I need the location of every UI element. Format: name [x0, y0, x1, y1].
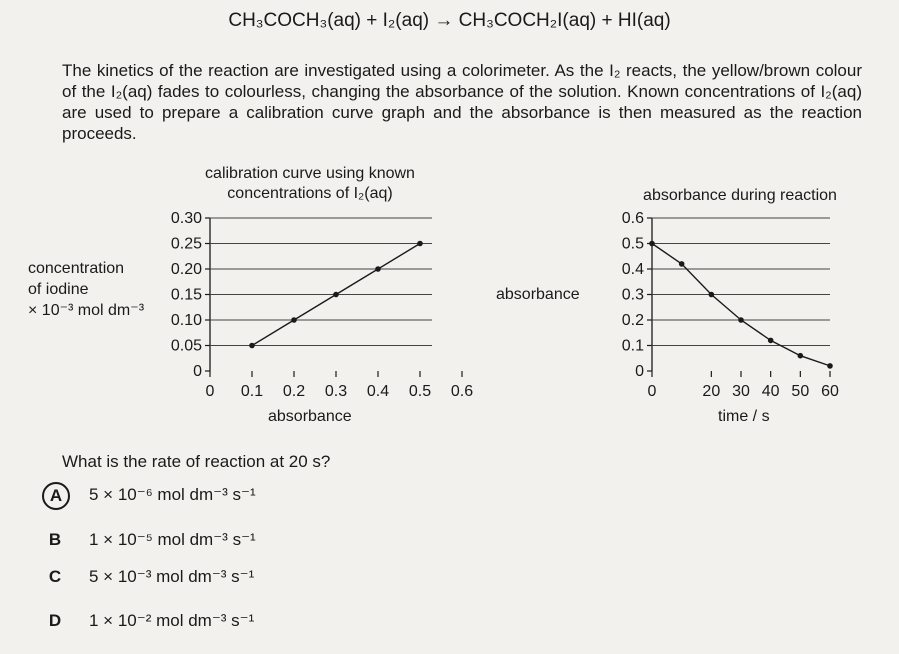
ylabel-line3: × 10⁻³ mol dm⁻³: [28, 302, 145, 319]
chart2-x-tick-label: 50: [791, 383, 810, 400]
chart2-data-point: [738, 317, 744, 323]
calibration-chart-title: [150, 164, 470, 204]
chart2-data-point: [649, 241, 655, 247]
chart1-x-tick-label: 0.3: [324, 383, 348, 400]
chart2-y-tick-label: 0.3: [621, 286, 644, 304]
chart1-y-tick-label: 0.25: [170, 235, 202, 253]
ylabel-line2: of iodine: [28, 281, 89, 298]
chart1-data-point: [249, 343, 255, 349]
chart2-y-tick-label: 0.4: [621, 261, 644, 278]
chart1-y-tick-label: 0.15: [170, 286, 202, 304]
option-a-text: 5 × 10⁻⁶ mol dm⁻³ s⁻¹: [89, 485, 256, 504]
chart1-x-tick-label: 0.6: [450, 383, 474, 400]
chart1-x-tick-label: 0.4: [366, 383, 390, 400]
option-d-letter: D: [48, 611, 62, 630]
absorbance-x-axis-label: time / s: [718, 408, 770, 425]
calibration-title-line2: concentrations of I₂(aq): [227, 185, 393, 202]
option-d-text: 1 × 10⁻² mol dm⁻³ s⁻¹: [89, 611, 255, 630]
option-c-text: 5 × 10⁻³ mol dm⁻³ s⁻¹: [89, 567, 255, 586]
option-b-letter: B: [48, 530, 62, 549]
chart1-x-tick-label: 0.2: [282, 383, 306, 400]
chart1-y-tick-label: 0.10: [170, 312, 202, 329]
ylabel-line1: concentration: [28, 260, 125, 277]
chart2-data-point: [679, 261, 685, 267]
chart1-data-point: [333, 292, 339, 298]
chart2-y-tick-label: 0.5: [621, 235, 644, 253]
chart2-data-point: [798, 353, 804, 359]
chart1-x-tick-label: 0.5: [408, 383, 432, 400]
chart1-y-tick-label: 0: [193, 363, 202, 380]
chart2-data-point: [827, 363, 833, 369]
chart1-series-line: [252, 244, 420, 346]
chart1-y-tick-label: 0.30: [170, 210, 202, 227]
chart1-y-tick-label: 0.05: [170, 337, 202, 355]
chart1-x-tick-label: 0.1: [240, 383, 264, 400]
intro-paragraph: The kinetics of the reaction are investigated using a colorimeter. As the I₂ reacts, the yellow/brown colour of the I₂(aq) fades to colourless, changing the absorbance of the solution. Known concentrations of I₂(aq) are used to prepare a calibration curve graph and the absorbance is then measured as the reaction proceeds.: [62, 61, 862, 143]
chart1-data-point: [417, 241, 423, 247]
absorbance-y-axis-label: absorbance: [496, 286, 580, 303]
option-c-letter: C: [48, 567, 62, 586]
absorbance-chart-title: absorbance during reaction: [643, 187, 837, 204]
chart2-y-tick-label: 0.2: [621, 312, 644, 329]
chart2-x-tick-label: 20: [702, 383, 721, 400]
chart2-y-tick-label: 0: [635, 363, 644, 380]
option-b-text: 1 × 10⁻⁵ mol dm⁻³ s⁻¹: [89, 530, 256, 549]
chart1-data-point: [375, 266, 381, 272]
chart2-data-point: [768, 338, 774, 344]
question-text: What is the rate of reaction at 20 s?: [62, 452, 331, 471]
calibration-y-axis-label: [28, 258, 144, 321]
chart2-x-tick-label: 30: [732, 383, 750, 400]
chart2-y-tick-label: 0.1: [621, 337, 644, 355]
option-a-letter: A: [42, 482, 70, 510]
chart2-series-line: [652, 244, 830, 366]
calibration-title-line1: calibration curve using known: [205, 165, 415, 182]
chart1-data-point: [291, 317, 297, 323]
chart1-y-tick-label: 0.20: [170, 261, 202, 278]
chart2-y-tick-label: 0.6: [621, 210, 644, 227]
calibration-x-axis-label: absorbance: [268, 408, 352, 425]
chart2-data-point: [709, 292, 715, 298]
chart2-x-tick-label: 0: [647, 383, 657, 400]
chart2-x-tick-label: 60: [821, 383, 839, 400]
chart2-x-tick-label: 40: [761, 383, 780, 400]
reaction-equation: CH₃COCH₃(aq) + I₂(aq) → CH₃COCH₂I(aq) + HI(aq): [228, 10, 671, 31]
chart1-x-tick-label: 0: [205, 383, 215, 400]
